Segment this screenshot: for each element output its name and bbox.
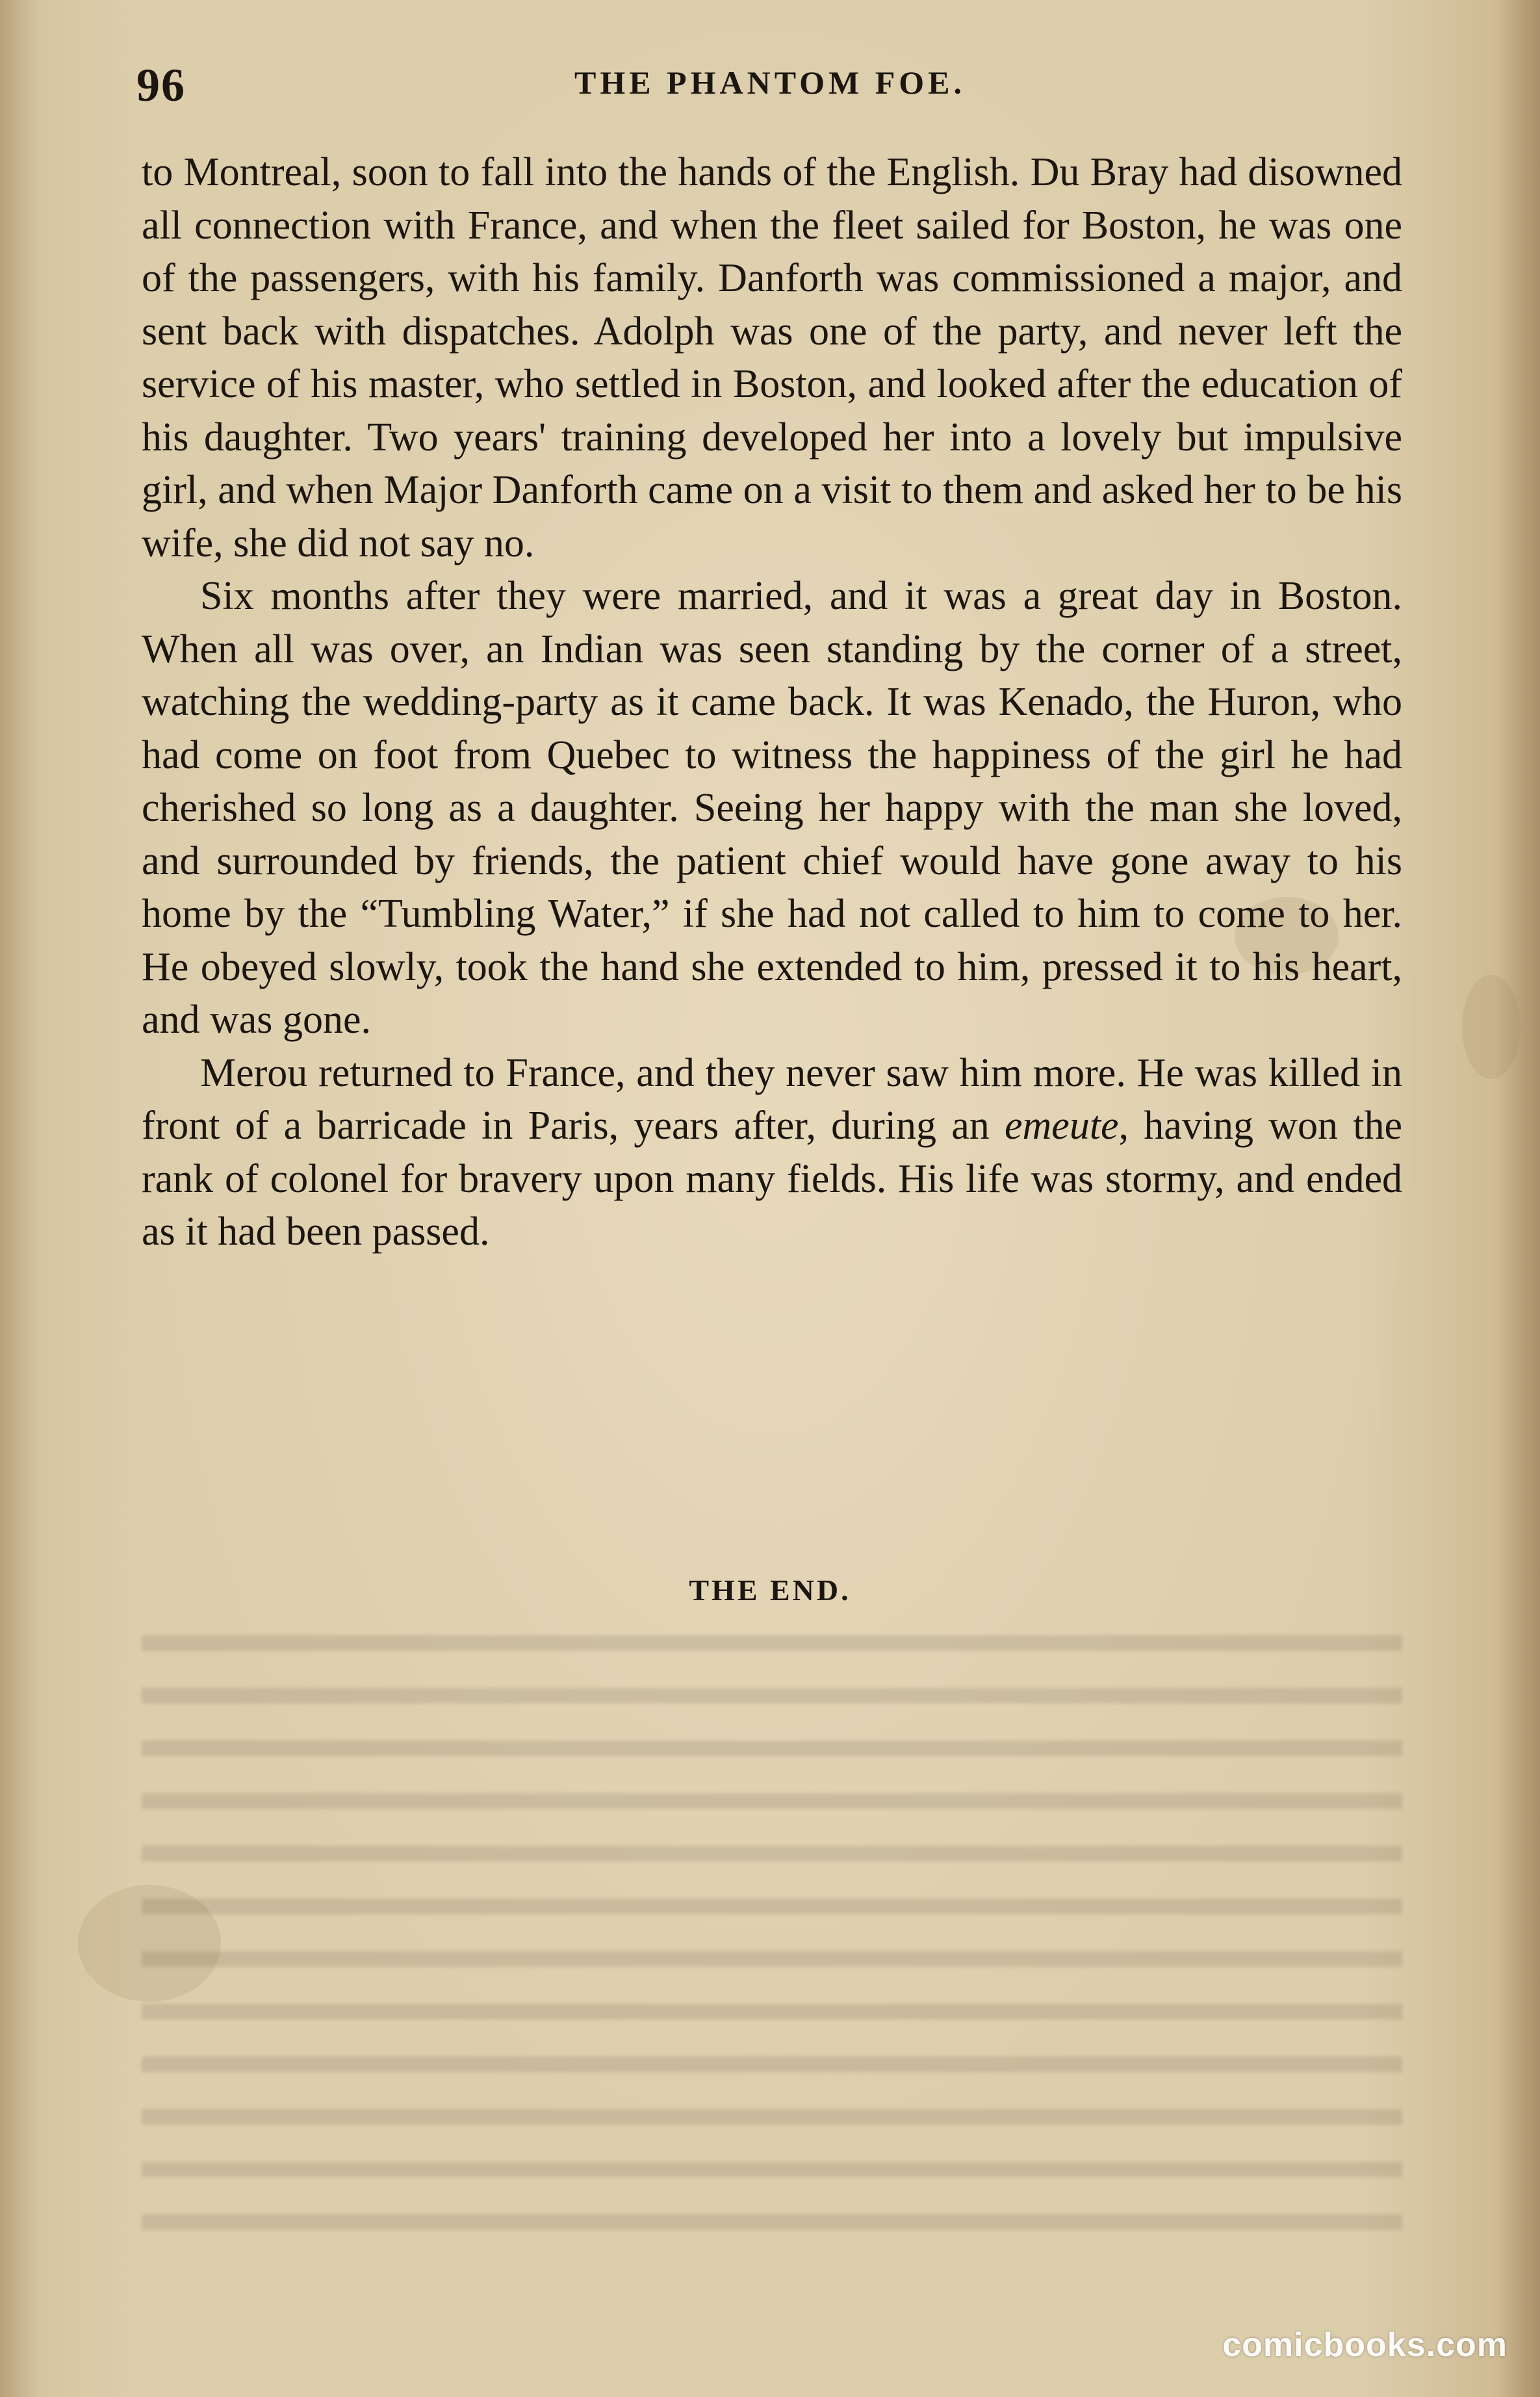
site-watermark: comicbooks.com <box>1222 2326 1508 2364</box>
show-through-text <box>142 1612 1402 2262</box>
final-paragraph-text: , having won the rank of colonel for bravery upon many fields. His life was stormy, and ended as it had been passed. <box>142 1104 1403 1254</box>
paragraph: to Montreal, soon to fall into the hands of the English. Du Bray had disowned all connection with France, and when the fleet sailed for Boston, he was one of the passengers, with his family. Danforth was commissioned a major, and sent back with dispatches. Adolph was one of the party, and never left the service of his master, who settled in Boston, and looked after the education of his daughter. Two years' training developed her into a lovely but impulsive girl, and when Major Danforth came on a visit to them and asked her to be his wife, she did not say no. <box>142 150 1402 565</box>
italic-word: emeute <box>1005 1104 1119 1148</box>
page-header <box>136 58 1404 111</box>
body-text <box>142 146 1402 1259</box>
running-head: THE PHANTOM FOE. <box>574 64 966 101</box>
page-number: 96 <box>136 59 186 111</box>
the-end-label: THE END. <box>689 1574 851 1607</box>
final-paragraph-text: Merou returned to France, and they never saw him more. He was killed in front of a barricade in Paris, years after, during an <box>142 1050 1402 1148</box>
paragraph: Six months after they were married, and it was a great day in Boston. When all was over, an Indian was seen standing by the corner of a street, watching the wedding-party as it came back. It was Kenado, the Huron, who had come on foot from Quebec to witness the happiness of the girl he had cherished so long as a daughter. Seeing her happy with the man she loved, and surrounded by friends, the patient chief would have gone away to his home by the “Tumbling Water,” if she had not called to him to come to her. He obeyed slowly, took the hand she extended to him, pressed it to his heart, and was gone. <box>142 574 1402 1042</box>
final-paragraph <box>142 1047 1402 1259</box>
paper-stain <box>1462 975 1521 1079</box>
